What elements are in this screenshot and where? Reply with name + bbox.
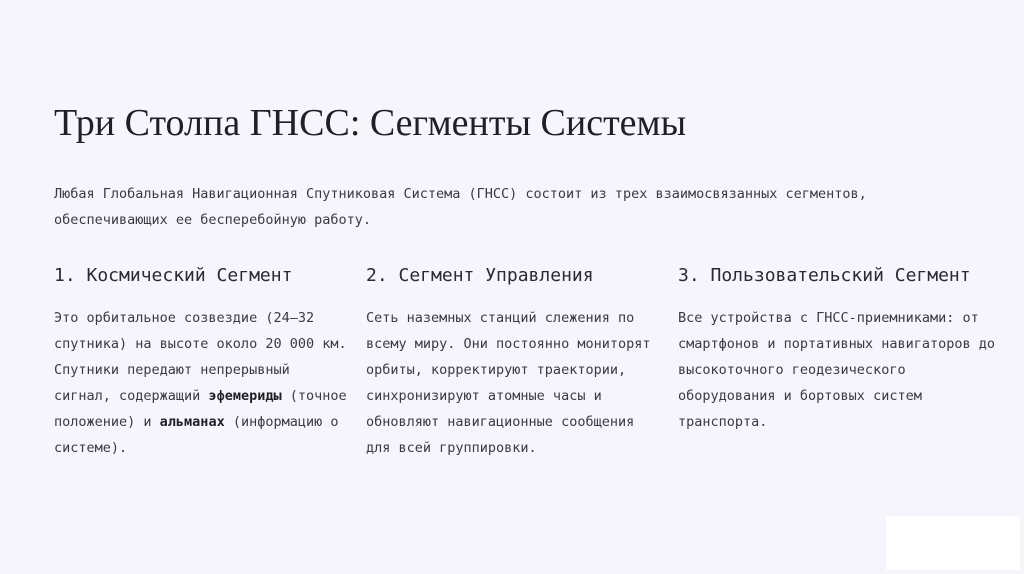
slide-intro: Любая Глобальная Навигационная Спутниковая Система (ГНСС) состоит из трех взаимосвязанных сегментов, обеспечивающих ее бесперебойную работу.: [54, 186, 867, 228]
emphasis-term: альманах: [159, 414, 225, 430]
segment-heading: 2. Сегмент Управления: [366, 265, 594, 286]
segment-heading: 3. Пользовательский Сегмент: [678, 265, 971, 286]
segment-description: Сеть наземных станций слежения по всему миру. Они постоянно мониторят орбиты, корректируют траектории, синхронизируют атомные часы и обновляют навигационные сообщения для всей группировки.: [366, 310, 651, 456]
segment-text: (информацию о системе).: [54, 414, 339, 456]
segment-column-space: [54, 262, 354, 461]
segment-description: [54, 305, 354, 461]
corner-overlay-box: [886, 516, 1020, 570]
segment-heading: 1. Космический Сегмент: [54, 265, 293, 286]
slide-title: Три Столпа ГНСС: Сегменты Системы: [54, 102, 687, 144]
emphasis-term: эфемериды: [208, 388, 282, 404]
segment-column-control: [366, 262, 666, 461]
segment-text: Это орбитальное созвездие (24–32 спутника) на высоте около 20 000 км. Спутники передают непрерывный сигнал, содержащий: [54, 310, 347, 404]
segment-column-user: [678, 262, 998, 435]
segment-text: (точное положение) и: [54, 388, 347, 430]
segment-description: Все устройства с ГНСС-приемниками: от смартфонов и портативных навигаторов до высокоточного геодезического оборудования и бортовых систем транспорта.: [678, 310, 995, 430]
